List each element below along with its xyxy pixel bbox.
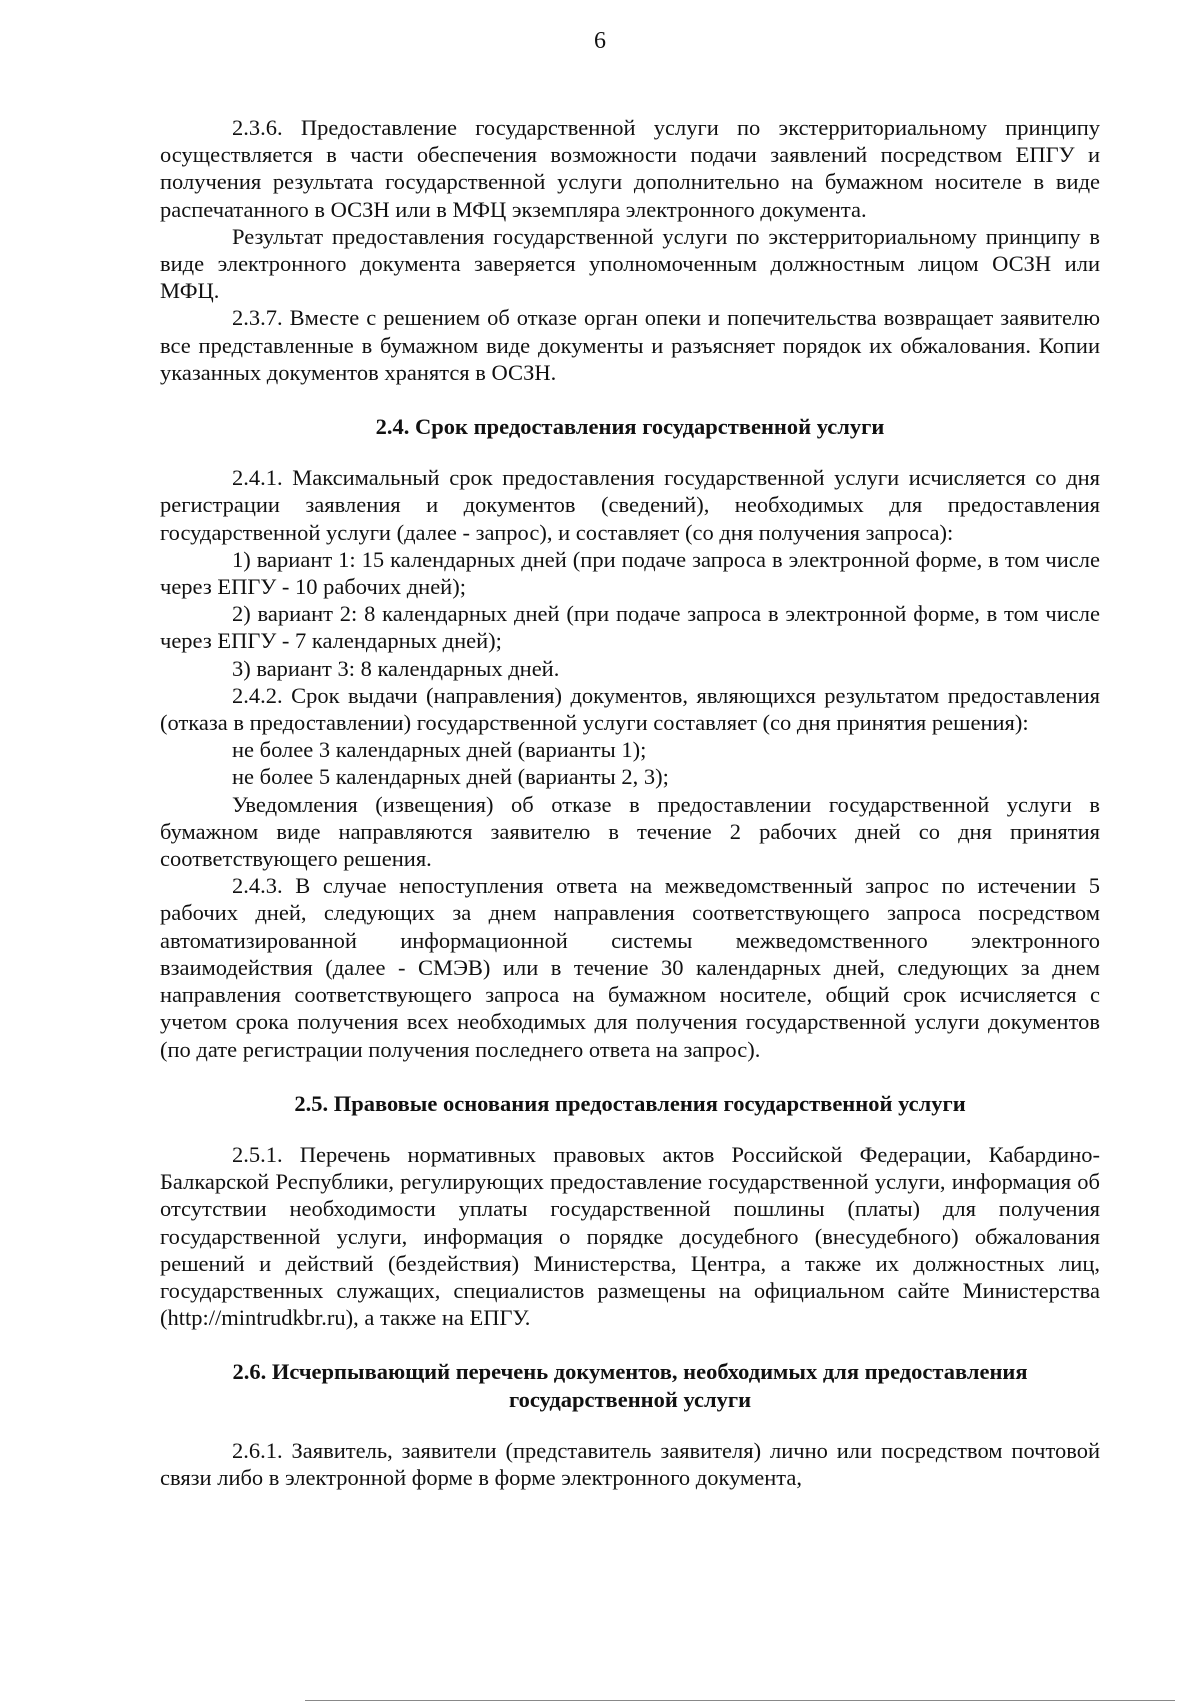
paragraph-2-5-1: 2.5.1. Перечень нормативных правовых актов Российской Федерации, Кабардино-Балкарской Республики, регулирующих предоставление государственной услуги, информация об отсутствии необходимости уплаты государственной пошлины (платы) для получения государственной услуги, информация о порядке досудебного (внесудебного) обжалования решений и действий (бездействия) Министерства, Центра, а также их должностных лиц, государственных служащих, специалистов размещены на официальном сайте Министерства (http://mintrudkbr.ru), а также на ЕПГУ.	[160, 1141, 1100, 1331]
spacer	[160, 1413, 1100, 1437]
list-item-variant-3: 3) вариант 3: 8 календарных дней.	[232, 655, 560, 681]
section-heading-2-4: 2.4. Срок предоставления государственной услуги	[375, 414, 885, 440]
paragraph-2-3-7: 2.3.7. Вместе с решением об отказе орган опеки и попечительства возвращает заявителю все представленные в бумажном виде документы и разъясняет порядок их обжалования. Копии указанных документов хранятся в ОСЗН.	[160, 305, 1100, 385]
document-body	[160, 114, 1100, 1491]
spacer	[160, 386, 1100, 413]
paragraph-notifications: Уведомления (извещения) об отказе в предоставлении государственной услуги в бумажном виде направляются заявителю в течение 2 рабочих дней со дня принятия соответствующего решения.	[160, 791, 1100, 872]
list-item-variant-1: 1) вариант 1: 15 календарных дней (при подаче запроса в электронной форме, в том числе через ЕПГУ - 10 рабочих дней);	[160, 546, 1100, 600]
list-item-variant-2: 2) вариант 2: 8 календарных дней (при подаче запроса в электронной форме, в том числе через ЕПГУ - 7 календарных дней);	[160, 601, 1100, 654]
list-item-term-3-days: не более 3 календарных дней (варианты 1);	[232, 737, 647, 763]
paragraph-2-3-6: 2.3.6. Предоставление государственной услуги по экстерриториальному принципу осуществляется в части обеспечения возможности подачи заявлений посредством ЕПГУ и получения результата государственной услуги дополнительно на бумажном носителе в виде распечатанного в ОСЗН или в МФЦ экземпляра электронного документа.	[160, 115, 1100, 222]
page-number: 6	[594, 28, 606, 54]
paragraph-2-4-1: 2.4.1. Максимальный срок предоставления государственной услуги исчисляется со дня регистрации заявления и документов (сведений), необходимых для предоставления государственной услуги (далее - запрос), и составляет (со дня получения запроса):	[160, 465, 1100, 545]
section-heading-2-6	[160, 1358, 1100, 1412]
spacer	[160, 440, 1100, 464]
spacer	[160, 1117, 1100, 1141]
footer-divider	[305, 1700, 1175, 1701]
list-item-term-5-days: не более 5 календарных дней (варианты 2, 3);	[232, 764, 669, 790]
section-heading-2-5: 2.5. Правовые основания предоставления государственной услуги	[294, 1090, 966, 1116]
paragraph-2-4-3: 2.4.3. В случае непоступления ответа на межведомственный запрос по истечении 5 рабочих дней, следующих за днем направления соответствующего запроса посредством автоматизированной информационной системы межведомственного электронного взаимодействия (далее - СМЭВ) или в течение 30 календарных дней, следующих за днем направления соответствующего запроса на бумажном носителе, общий срок исчисляется с учетом срока получения всех необходимых для получения государственной услуги документов (по дате регистрации получения последнего ответа на запрос).	[160, 873, 1100, 1062]
section-heading-2-6-line-1: 2.6. Исчерпывающий перечень документов, необходимых для предоставления	[232, 1359, 1028, 1385]
paragraph-result-extraterritorial: Результат предоставления государственной услуги по экстерриториальному принципу в виде электронного документа заверяется уполномоченным должностным лицом ОСЗН или МФЦ.	[160, 223, 1100, 304]
paragraph-2-4-2: 2.4.2. Срок выдачи (направления) документов, являющихся результатом предоставления (отказа в предоставлении) государственной услуги составляет (со дня принятия решения):	[160, 682, 1100, 736]
spacer	[160, 1063, 1100, 1090]
paragraph-2-6-1: 2.6.1. Заявитель, заявители (представитель заявителя) лично или посредством почтовой связи либо в электронной форме в форме электронного документа,	[160, 1437, 1100, 1490]
spacer	[160, 1331, 1100, 1358]
section-heading-2-6-line-2: государственной услуги	[508, 1386, 752, 1412]
